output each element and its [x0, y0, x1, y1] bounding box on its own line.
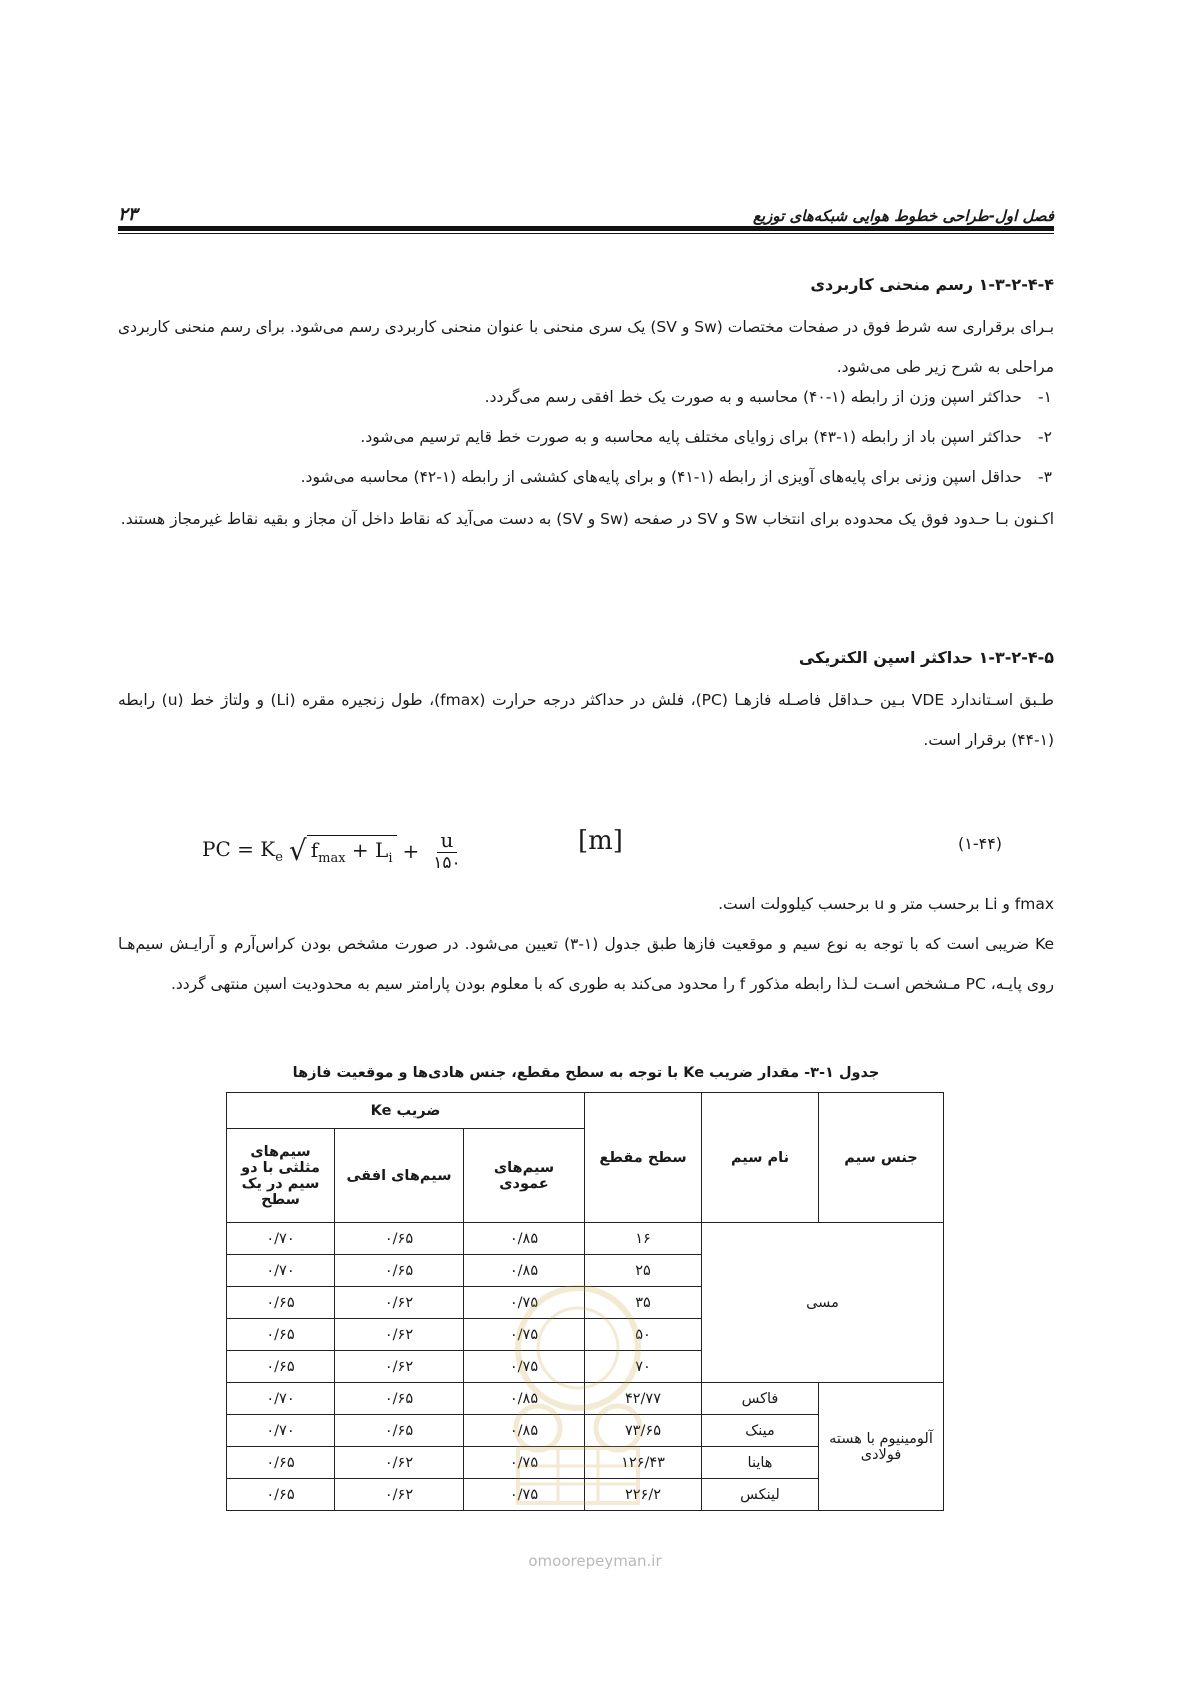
col-header-triangular: سیم‌های مثلثی با دو سیم در یک سطح [227, 1129, 335, 1223]
fraction: $\frac{u}{۱۵۰}$ [433, 828, 461, 873]
list-item [360, 428, 1054, 446]
table-caption: جدول ۱-۳- مقدار ضریب Ke با توجه به سطح مقطع، جنس هادی‌ها و موقعیت فازها [292, 1065, 880, 1081]
equation [202, 828, 465, 873]
cell-horizontal: ۰/۶۲ [335, 1479, 464, 1511]
header-rule [118, 226, 1054, 231]
list-text: حداکثر اسپن وزن از رابطه (۱-۴۰) محاسبه و به صورت یک خط افقی رسم می‌گردد. [484, 388, 1022, 406]
cell-triangular: ۰/۷۰ [227, 1223, 335, 1255]
col-header-material: جنس سیم [819, 1093, 944, 1223]
cell-horizontal: ۰/۶۲ [335, 1319, 464, 1351]
section-heading-usage-curve: ۱-۳-۲-۴-۴ رسم منحنی کاربردی [810, 275, 1054, 294]
cell-horizontal: ۰/۶۵ [335, 1223, 464, 1255]
cell-section: ۱۲۶/۴۳ [585, 1447, 702, 1479]
header-rule-thin [118, 233, 1054, 234]
table-row [227, 1223, 944, 1255]
col-header-coefficient: ضریب Ke [227, 1093, 585, 1129]
cell-triangular: ۰/۶۵ [227, 1319, 335, 1351]
cell-section: ۴۲/۷۷ [585, 1383, 702, 1415]
cell-material: آلومینیوم با هسته فولادی [819, 1383, 944, 1511]
cell-vertical: ۰/۷۵ [464, 1287, 585, 1319]
cell-triangular: ۰/۶۵ [227, 1287, 335, 1319]
cell-vertical: ۰/۷۵ [464, 1351, 585, 1383]
paragraph: طـبق اسـتاندارد VDE بـین حـداقل فاصـله فازهـا (PC)، فلش در حداکثر درجه حرارت (fmax)، طول زنجیره مقره (Li) و ولتاژ خط (u) رابطه (۱-۴۴) برقرار است. [118, 691, 1054, 749]
col-header-section: سطح مقطع [585, 1093, 702, 1223]
cell-horizontal: ۰/۶۲ [335, 1447, 464, 1479]
plus-sign: + [402, 838, 420, 863]
cell-triangular: ۰/۶۵ [227, 1351, 335, 1383]
cell-section: ۳۵ [585, 1287, 702, 1319]
cell-horizontal: ۰/۶۲ [335, 1351, 464, 1383]
equation-lhs: PC = $K_e$ [202, 836, 283, 865]
cell-vertical: ۰/۷۵ [464, 1447, 585, 1479]
col-header-vertical: سیم‌های عمودی [464, 1129, 585, 1223]
watermark-logo-icon [498, 1278, 658, 1508]
paragraph: Ke ضریبی است که با توجه به نوع سیم و موقعیت فازها طبق جدول (۱-۳) تعیین می‌شود. در صورت مشخص بودن کراس‌آرم و آرایـش سیم‌هـا روی پایـه، PC مـشخص اسـت لـذا رابطه مذکور f را محدود می‌کند به طوری که با معلوم بودن پارامتر سیم به محدودیت اسپن منتهی گردد. [118, 935, 1054, 993]
section-heading-max-electrical-span: ۱-۳-۲-۴-۵ حداکثر اسپن الکتریکی [798, 648, 1054, 667]
cell-section: ۲۲۶/۲ [585, 1479, 702, 1511]
equation-number: (۱-۴۴) [958, 834, 1003, 853]
list-text: حداقل اسپن وزنی برای پایه‌های آویزی از رابطه (۱-۴۱) و برای پایه‌های کششی از رابطه (۱-۴۲) محاسبه می‌شود. [300, 468, 1022, 486]
cell-material: مسی [702, 1223, 944, 1383]
cell-section: ۵۰ [585, 1319, 702, 1351]
paragraph: بـرای برقراری سه شرط فوق در صفحات مختصات (Sw و SV) یک سری منحنی با عنوان منحنی کاربردی رسم می‌شود. برای رسم منحنی کاربردی مراحلی به شرح زیر طی می‌شود. [118, 318, 1055, 376]
cell-horizontal: ۰/۶۲ [335, 1287, 464, 1319]
list-text: حداکثر اسپن باد از رابطه (۱-۴۳) برای زوایای مختلف پایه محاسبه و به صورت خط قایم ترسیم می‌شود. [360, 428, 1022, 446]
chapter-title: فصل اول-طراحی خطوط هوایی شبکه‌های توزیع [752, 207, 1054, 225]
col-header-horizontal: سیم‌های افقی [335, 1129, 464, 1223]
equation-unit: [m] [578, 826, 623, 856]
equation-row [118, 818, 1054, 888]
paragraph: fmax و Li برحسب متر و u برحسب کیلوولت است. [718, 895, 1054, 913]
cell-vertical: ۰/۸۵ [464, 1223, 585, 1255]
col-header-name: نام سیم [702, 1093, 819, 1223]
cell-vertical: ۰/۸۵ [464, 1255, 585, 1287]
page-number: ۲۳ [118, 204, 138, 225]
footer-website: omoorepeyman.ir [528, 1552, 662, 1570]
cell-section: ۱۶ [585, 1223, 702, 1255]
cell-name: هاینا [702, 1447, 819, 1479]
cell-section: ۷۳/۶۵ [585, 1415, 702, 1447]
cell-name: فاکس [702, 1383, 819, 1415]
cell-triangular: ۰/۷۰ [227, 1255, 335, 1287]
cell-name: مینک [702, 1415, 819, 1447]
cell-vertical: ۰/۷۵ [464, 1319, 585, 1351]
list-number: ۱- [1038, 388, 1052, 406]
list-item [485, 388, 1054, 406]
cell-horizontal: ۰/۶۵ [335, 1383, 464, 1415]
cell-vertical: ۰/۸۵ [464, 1383, 585, 1415]
cell-horizontal: ۰/۶۵ [335, 1255, 464, 1287]
running-header [118, 193, 1054, 225]
list-number: ۳- [1038, 468, 1052, 486]
cell-horizontal: ۰/۶۵ [335, 1415, 464, 1447]
cell-vertical: ۰/۷۵ [464, 1479, 585, 1511]
cell-triangular: ۰/۶۵ [227, 1479, 335, 1511]
cell-triangular: ۰/۷۰ [227, 1415, 335, 1447]
list-number: ۲- [1038, 428, 1052, 446]
cell-vertical: ۰/۸۵ [464, 1415, 585, 1447]
paragraph: اکـنون بـا حـدود فوق یک محدوده برای انتخاب Sw و SV در صفحه (Sw و SV) به دست می‌آید که نقاط داخل آن مجاز و بقیه نقاط غیرمجاز هستند. [120, 510, 1054, 528]
cell-section: ۲۵ [585, 1255, 702, 1287]
cell-section: ۷۰ [585, 1351, 702, 1383]
square-root: √ $f_{max} + L_i$ [289, 835, 397, 866]
cell-triangular: ۰/۷۰ [227, 1383, 335, 1415]
list-item [301, 468, 1054, 486]
cell-triangular: ۰/۶۵ [227, 1447, 335, 1479]
cell-name: لینکس [702, 1479, 819, 1511]
